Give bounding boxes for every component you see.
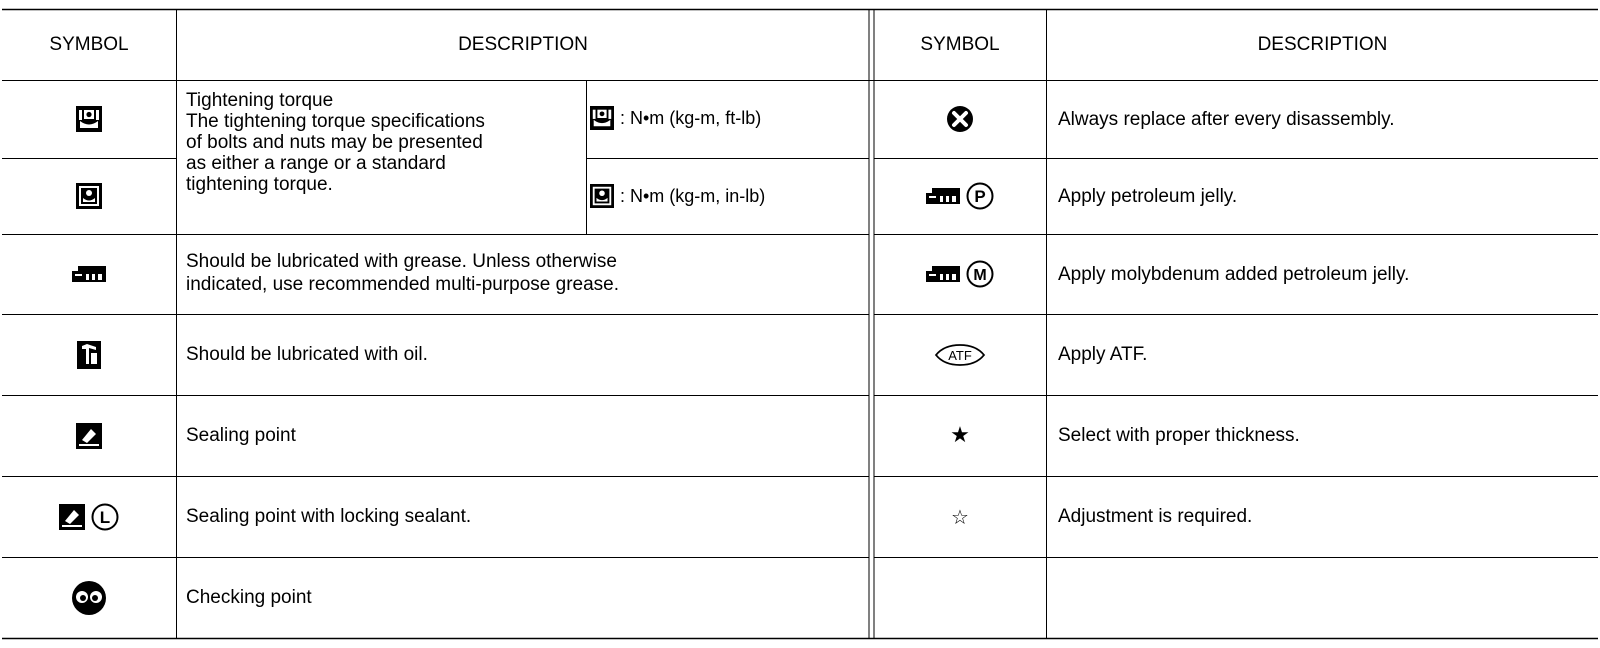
oil-description: Should be lubricated with oil. <box>186 344 428 365</box>
svg-text:P: P <box>974 187 986 206</box>
grease-description-line: indicated, use recommended multi-purpose grease. <box>186 274 620 295</box>
torque-description-line: The tightening torque specifications <box>186 111 485 132</box>
svg-text:M: M <box>973 267 987 284</box>
svg-text:ATF: ATF <box>948 347 972 363</box>
sealant-tube-icon <box>2 476 176 557</box>
torque-description-line: Tightening torque <box>186 90 334 111</box>
sealing-locking-description: Sealing point with locking sealant. <box>186 506 472 527</box>
outline-star-glyph: ☆ <box>951 504 969 529</box>
filled-star-icon <box>874 395 1046 476</box>
torque-wrench-icon <box>2 80 176 158</box>
eyes-icon <box>2 557 176 638</box>
header-left-symbol: SYMBOL <box>49 34 129 55</box>
torque-description-line: as either a range or a standard <box>186 153 446 174</box>
circled-letter-p-icon <box>966 182 994 210</box>
adjustment-description: Adjustment is required. <box>1058 506 1253 527</box>
replace-description: Always replace after every disassembly. <box>1058 109 1395 130</box>
sealant-tube-icon <box>2 395 176 476</box>
circled-letter-l-icon <box>91 503 119 531</box>
torque-wrench-small-icon <box>590 184 614 208</box>
thickness-description: Select with proper thickness. <box>1058 425 1300 446</box>
torque-spec-in-lb <box>590 182 765 210</box>
circled-letter-m-icon <box>966 260 994 288</box>
grease-gun-icon <box>874 234 1046 314</box>
torque-description-line: of bolts and nuts may be presented <box>186 132 483 153</box>
grease-description <box>186 250 619 296</box>
header-right-symbol: SYMBOL <box>920 34 1000 55</box>
petroleum-jelly-description: Apply petroleum jelly. <box>1058 186 1238 207</box>
torque-spec-ft-lb-text: : N•m (kg-m, ft-lb) <box>620 107 762 128</box>
filled-star-glyph: ★ <box>950 423 970 448</box>
oil-can-icon <box>2 314 176 395</box>
torque-wrench-small-icon <box>2 158 176 234</box>
torque-spec-in-lb-text: : N•m (kg-m, in-lb) <box>620 185 766 206</box>
header-left-description: DESCRIPTION <box>458 34 588 55</box>
torque-description-line: tightening torque. <box>186 174 333 195</box>
checking-description: Checking point <box>186 587 312 608</box>
outline-star-icon <box>874 476 1046 557</box>
grease-gun-icon <box>874 158 1046 234</box>
grease-description-line: Should be lubricated with grease. Unless otherwise <box>186 251 617 272</box>
torque-wrench-icon <box>590 106 614 130</box>
replace-x-icon <box>874 80 1046 158</box>
empty-symbol-cell <box>874 557 1046 638</box>
header-right-description: DESCRIPTION <box>1257 34 1388 55</box>
torque-description <box>186 90 485 195</box>
grease-gun-icon <box>2 234 176 314</box>
molybdenum-description: Apply molybdenum added petroleum jelly. <box>1058 264 1410 285</box>
svg-text:L: L <box>99 507 111 527</box>
atf-description: Apply ATF. <box>1058 344 1148 365</box>
torque-spec-ft-lb <box>590 104 761 132</box>
sealing-description: Sealing point <box>186 425 296 446</box>
atf-icon <box>874 314 1046 395</box>
